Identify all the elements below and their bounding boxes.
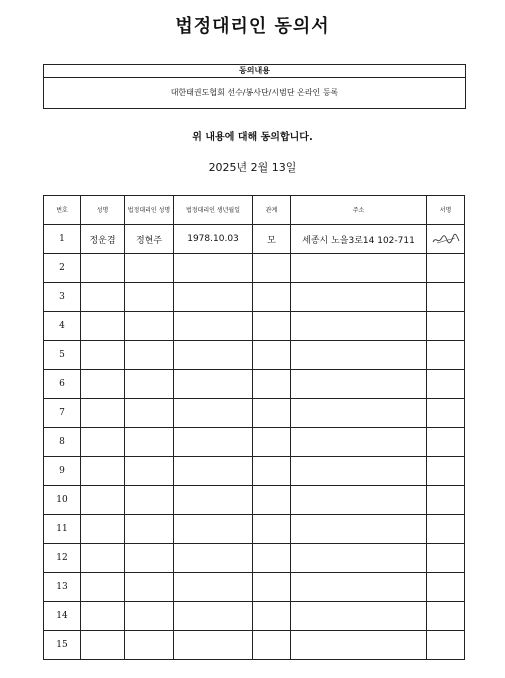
guardian-birthdate-cell xyxy=(174,486,253,515)
player-name-cell xyxy=(81,428,125,457)
guardian-name-cell xyxy=(125,544,174,573)
guardian-birthdate-cell xyxy=(174,602,253,631)
guardian-birthdate-cell xyxy=(174,428,253,457)
header-relation: 관계 xyxy=(253,196,291,225)
row-number-cell: 12 xyxy=(44,544,81,573)
player-name-cell xyxy=(81,573,125,602)
relation-cell xyxy=(253,254,291,283)
address-cell xyxy=(291,428,427,457)
player-name-cell xyxy=(81,602,125,631)
guardian-birthdate-cell xyxy=(174,370,253,399)
relation-cell xyxy=(253,312,291,341)
guardian-birthdate-cell xyxy=(174,399,253,428)
row-number-cell: 2 xyxy=(44,254,81,283)
relation-cell xyxy=(253,370,291,399)
consent-header: 동의내용 xyxy=(44,65,465,78)
guardian-name-cell xyxy=(125,283,174,312)
signature-cell xyxy=(427,283,465,312)
player-name-cell xyxy=(81,515,125,544)
player-name-cell xyxy=(81,544,125,573)
player-name-cell xyxy=(81,457,125,486)
row-number-cell: 15 xyxy=(44,631,81,660)
player-name-cell xyxy=(81,486,125,515)
guardian-name-cell xyxy=(125,602,174,631)
address-cell xyxy=(291,312,427,341)
guardian-name-cell xyxy=(125,370,174,399)
table-row xyxy=(44,225,465,254)
address-cell xyxy=(291,486,427,515)
address-cell xyxy=(291,283,427,312)
relation-cell xyxy=(253,544,291,573)
address-cell xyxy=(291,254,427,283)
relation-cell xyxy=(253,486,291,515)
row-number-cell: 10 xyxy=(44,486,81,515)
guardian-name-cell xyxy=(125,428,174,457)
row-number-cell: 13 xyxy=(44,573,81,602)
signature-cell xyxy=(427,515,465,544)
player-name-cell xyxy=(81,283,125,312)
table-row xyxy=(44,573,465,602)
relation-cell xyxy=(253,341,291,370)
relation-cell xyxy=(253,457,291,486)
signature-cell xyxy=(427,602,465,631)
guardian-name-cell xyxy=(125,399,174,428)
guardian-birthdate-cell xyxy=(174,515,253,544)
table-row xyxy=(44,254,465,283)
guardian-birthdate-cell xyxy=(174,254,253,283)
row-number-cell: 9 xyxy=(44,457,81,486)
table-row xyxy=(44,341,465,370)
table-row xyxy=(44,631,465,660)
signature-scribble xyxy=(431,232,461,246)
player-name-cell: 정운겸 xyxy=(81,225,125,254)
relation-cell xyxy=(253,428,291,457)
table-body xyxy=(44,225,465,660)
table-row xyxy=(44,457,465,486)
address-cell xyxy=(291,515,427,544)
player-name-cell xyxy=(81,341,125,370)
consent-box xyxy=(43,64,466,109)
guardian-name-cell xyxy=(125,312,174,341)
header-guardian-birthdate: 법정대리인 생년월일 xyxy=(174,196,253,225)
guardian-birthdate-cell: 1978.10.03 xyxy=(174,225,253,254)
row-number-cell: 4 xyxy=(44,312,81,341)
relation-cell xyxy=(253,573,291,602)
guardian-name-cell xyxy=(125,486,174,515)
header-signature: 서명 xyxy=(427,196,465,225)
header-guardian-name: 법정대리인 성명 xyxy=(125,196,174,225)
relation-cell xyxy=(253,515,291,544)
guardian-birthdate-cell xyxy=(174,573,253,602)
player-name-cell xyxy=(81,399,125,428)
header-address: 주소 xyxy=(291,196,427,225)
agreement-statement: 위 내용에 대해 동의합니다. xyxy=(192,132,313,143)
table-row xyxy=(44,399,465,428)
guardian-birthdate-cell xyxy=(174,283,253,312)
row-number-cell: 5 xyxy=(44,341,81,370)
signature-cell xyxy=(427,486,465,515)
table-row xyxy=(44,428,465,457)
guardian-consent-table xyxy=(43,195,465,660)
table-row xyxy=(44,486,465,515)
guardian-birthdate-cell xyxy=(174,341,253,370)
row-number-cell: 1 xyxy=(44,225,81,254)
address-cell xyxy=(291,341,427,370)
address-cell: 세종시 노을3로14 102-711 xyxy=(291,225,427,254)
address-cell xyxy=(291,399,427,428)
signature-cell xyxy=(427,428,465,457)
player-name-cell xyxy=(81,254,125,283)
table-header-row xyxy=(44,196,465,225)
guardian-birthdate-cell xyxy=(174,457,253,486)
table-row xyxy=(44,370,465,399)
guardian-name-cell xyxy=(125,515,174,544)
address-cell xyxy=(291,370,427,399)
row-number-cell: 3 xyxy=(44,283,81,312)
signature-cell xyxy=(427,341,465,370)
row-number-cell: 8 xyxy=(44,428,81,457)
relation-cell xyxy=(253,602,291,631)
table-row xyxy=(44,515,465,544)
signature-cell xyxy=(427,370,465,399)
guardian-birthdate-cell xyxy=(174,631,253,660)
row-number-cell: 14 xyxy=(44,602,81,631)
table-row xyxy=(44,544,465,573)
signature-cell xyxy=(427,254,465,283)
address-cell xyxy=(291,602,427,631)
player-name-cell xyxy=(81,631,125,660)
address-cell xyxy=(291,544,427,573)
address-cell xyxy=(291,573,427,602)
row-number-cell: 11 xyxy=(44,515,81,544)
guardian-name-cell xyxy=(125,341,174,370)
relation-cell xyxy=(253,399,291,428)
document-title: 법정대리인 동의서 xyxy=(175,16,330,37)
row-number-cell: 7 xyxy=(44,399,81,428)
signature-cell xyxy=(427,225,465,254)
guardian-name-cell xyxy=(125,631,174,660)
table-row xyxy=(44,283,465,312)
player-name-cell xyxy=(81,312,125,341)
signature-cell xyxy=(427,544,465,573)
relation-cell xyxy=(253,631,291,660)
row-number-cell: 6 xyxy=(44,370,81,399)
guardian-name-cell xyxy=(125,573,174,602)
guardian-birthdate-cell xyxy=(174,544,253,573)
address-cell xyxy=(291,457,427,486)
signature-cell xyxy=(427,457,465,486)
table-row xyxy=(44,312,465,341)
guardian-birthdate-cell xyxy=(174,312,253,341)
header-name: 성명 xyxy=(81,196,125,225)
table-row xyxy=(44,602,465,631)
signature-cell xyxy=(427,312,465,341)
player-name-cell xyxy=(81,370,125,399)
guardian-name-cell xyxy=(125,457,174,486)
guardian-name-cell: 정현주 xyxy=(125,225,174,254)
relation-cell: 모 xyxy=(253,225,291,254)
relation-cell xyxy=(253,283,291,312)
address-cell xyxy=(291,631,427,660)
consent-content: 대한태권도협회 선수/봉사단/시범단 온라인 등록 xyxy=(170,88,339,97)
signing-date: 2025년 2월 13일 xyxy=(208,161,297,174)
signature-cell xyxy=(427,631,465,660)
signature-cell xyxy=(427,399,465,428)
header-number: 번호 xyxy=(44,196,81,225)
signature-cell xyxy=(427,573,465,602)
guardian-name-cell xyxy=(125,254,174,283)
